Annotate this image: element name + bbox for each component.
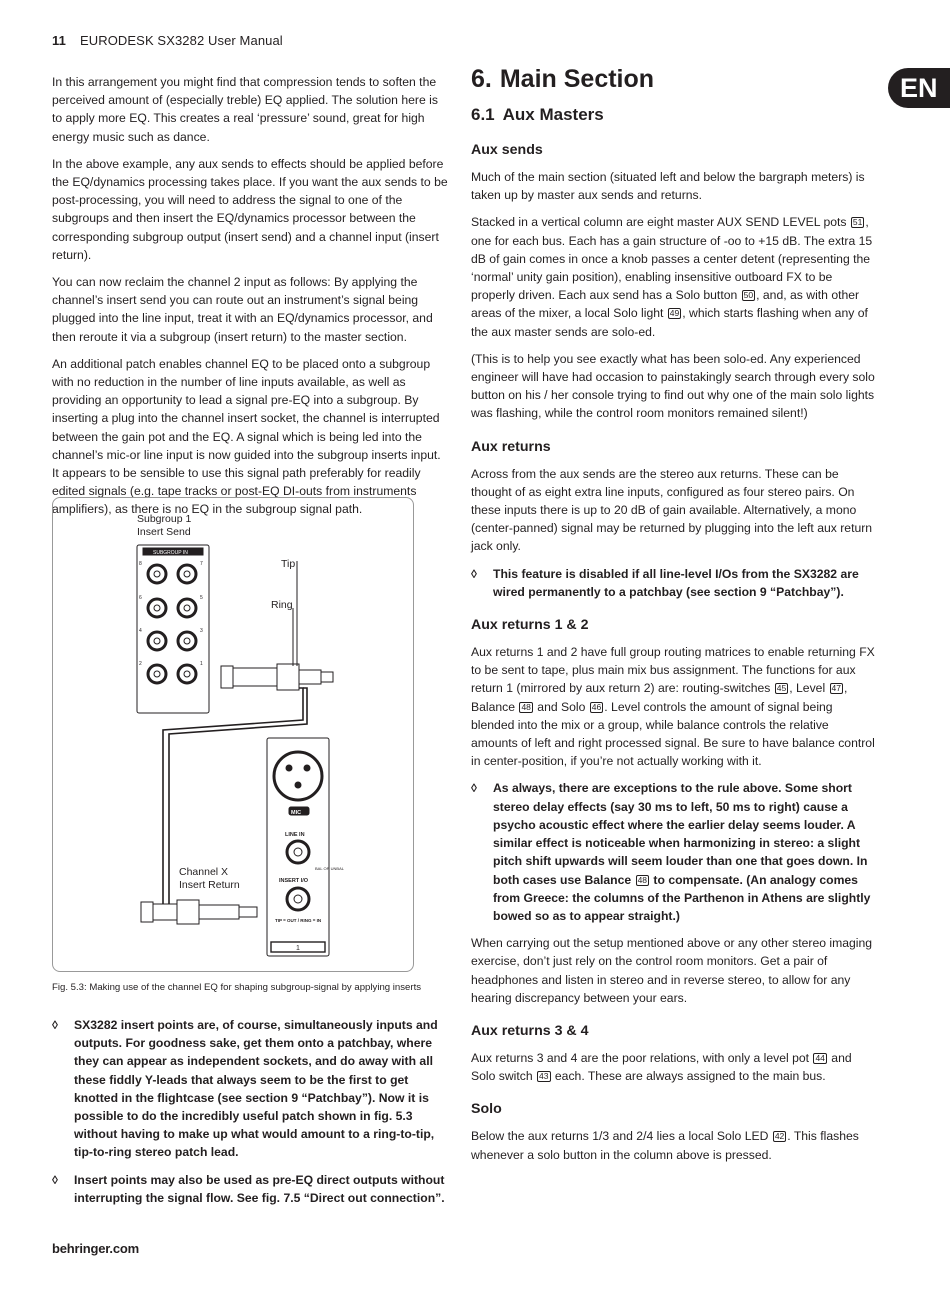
ref-badge: 47 [831, 683, 842, 694]
channel-number: 1 [296, 945, 300, 952]
heading-aux-sends: Aux sends [471, 142, 543, 158]
patch-diagram [53, 498, 414, 972]
paragraph: (This is to help you see exactly what has been solo-ed. Any experienced engineer will have had occasion to painstakingly search through every solo button on his / her console trying to find out why one of the main solo lights was flashing, while the control room monitors remained silent!) [471, 351, 875, 421]
heading-aux-returns: Aux returns [471, 438, 551, 455]
page-number: 11 [52, 33, 66, 48]
note-text: SX3282 insert points are, of course, simultaneously inputs and outputs. For goodness sake, get them onto a patchbay, where they can appear as independent sockets, and do away with all these fiddly Y-leads that always seem to be the first to get knotted in the flightcase (see section 9 “Patchbay”). Now it is possible to do the incredibly useful patch shown in fig. 5.3 without having to make up what would amount to a ring-to-tip, tip-to-ring stereo patch lead. [74, 1018, 438, 1160]
ref-badge: 51 [852, 217, 863, 228]
manual-title: EURODESK SX3282 User Manual [79, 33, 283, 48]
paragraph: Stacked in a vertical column are eight master AUX SEND LEVEL pots 51 , one for each bus. Each has a gain structure of -oo to +15 dB. The extra 15 dB of gain comes in once a knob passes a center detent (representing the ‘normal’ unity gain position), enabling insensitive outboard FX to be properly driven. Each aux send has a Solo button 50 , and, as with other areas of the mixer, a local Solo light 49 , which starts flashing when any of the aux master sends are solo-ed. [471, 215, 873, 339]
left-column [52, 73, 450, 528]
footer-brand: behringer.com [52, 1241, 139, 1256]
bal-label: BAL OR UNBAL [315, 866, 344, 871]
note [52, 1016, 452, 1162]
tip-label: Tip [281, 558, 296, 570]
page-header [52, 33, 283, 48]
ref-badge: 49 [669, 308, 680, 319]
subgroup-label-line1: Subgroup 1 [137, 513, 192, 525]
ring-label: Ring [271, 599, 293, 611]
section-number: 6. [471, 65, 492, 93]
section-title [471, 64, 875, 94]
channel-label-line2: Insert Return [179, 879, 240, 891]
channel-label [179, 866, 240, 892]
figure-caption: Fig. 5.3: Making use of the channel EQ for shaping subgroup-signal by applying inserts [52, 982, 422, 993]
jack-number: 6 [139, 595, 142, 601]
diamond-bullet-icon: ◊ [471, 781, 477, 796]
note-text: As always, there are exceptions to the rule above. Some short stereo delay effects (say 30 ms to left, 50 ms to right) cause a psycho acoustic effect where the earlier delay seems louder. A similar effect is noticeable when harmonizing in stereo: a slight pitch shift upwards will seem louder than one that goes down. In both cases use Balance 48 to compensate. (An analogy comes from Greece: the columns of the Parthenon in Athens are slightly bowed so as to appear straight.) [493, 781, 871, 923]
ref-badge: 45 [776, 683, 787, 694]
heading-solo: Solo [471, 1101, 502, 1118]
diamond-bullet-icon: ◊ [52, 1172, 58, 1187]
jack-number: 7 [200, 561, 203, 567]
panel-header-text: SUBGROUP IN [153, 550, 188, 556]
jack-socket [178, 599, 196, 617]
paragraph: Aux returns 1 and 2 have full group routing matrices to enable returning FX to be sent to tape, plus main mix bus assignment. The functions for aux return 1 (mirrored by aux return 2) are: routing-switches 45 , Level 47 , Balance 48 and Solo 46 . Level controls the amount of signal being blended into the mix or a group, while balance controls the relative amounts of left and right processed signal. Be sure to have balance control in center-position, if you’re not actually working with it. [471, 645, 875, 769]
subsection-number: 6.1 [471, 105, 495, 124]
jack-socket-center [154, 638, 160, 644]
ref-badge: 50 [743, 290, 754, 301]
note-text: This feature is disabled if all line-level I/Os from the SX3282 are wired permanently to a patchbay (see section 9 “Patchbay”). [493, 566, 859, 599]
jack-socket-center [154, 605, 160, 611]
subgroup-label-line2: Insert Send [137, 526, 191, 538]
paragraph: Across from the aux sends are the stereo aux returns. These can be thought of as eight extra line inputs, configured as four stereo pairs. On these inputs there is up to 20 dB of gain available. Alternatively, a mono (center-panned) signal may be returned by plugging into the left aux return jack only. [471, 466, 873, 554]
paragraph: In the above example, any aux sends to effects should be applied before the EQ/dynamics processing takes place. If you want the aux sends to be post-processing, you will need to address the signal to one of the subgroups and then insert the EQ/dynamics processor between the corresponding subgroup output (insert send) and a channel input (insert return). [52, 156, 448, 262]
note-text: Insert points may also be used as pre-EQ direct outputs without interrupting the signal flow. See fig. 7.5 “Direct out connection”. [74, 1172, 445, 1205]
ref-badge: 48 [637, 874, 648, 885]
insert-label: INSERT I/O [279, 878, 309, 884]
subgroup-jacks [139, 561, 203, 683]
paragraph: Aux returns 3 and 4 are the poor relations, with only a level pot 44 and Solo switch 43 each. These are always assigned to the main bus. [471, 1050, 852, 1084]
jack-socket [178, 665, 196, 683]
diamond-bullet-icon: ◊ [52, 1018, 58, 1032]
jack-socket [148, 665, 166, 683]
section-title-text: Main Section [499, 65, 655, 93]
paragraph: Much of the main section (situated left and below the bargraph meters) is taken up by master aux sends and returns. [471, 170, 865, 203]
channel-label-line1: Channel X [179, 866, 229, 878]
jack-number: 3 [200, 628, 203, 634]
subsection-title [471, 104, 875, 126]
right-column [471, 64, 875, 1173]
heading-aux-returns-3-4: Aux returns 3 & 4 [471, 1022, 589, 1039]
jack-number: 8 [139, 561, 142, 567]
ref-badge: 46 [591, 701, 602, 712]
jack-number: 2 [139, 661, 142, 667]
paragraph: You can now reclaim the channel 2 input as follows: By applying the channel’s insert send you can route out an instrument’s signal being plugged into the line input, treat it with an EQ/dynamics processor, and then reroute it via a subgroup (insert return) to the master section. [52, 275, 433, 344]
line-in-label: LINE IN [285, 832, 305, 838]
jack-socket [178, 565, 196, 583]
ref-badge: 42 [774, 1131, 785, 1142]
jack-socket-center [154, 571, 160, 577]
jack-number: 5 [200, 595, 203, 601]
jack-socket-center [184, 638, 190, 644]
left-notes [52, 1016, 452, 1216]
ref-badge: 44 [815, 1052, 825, 1063]
jack-socket [148, 632, 166, 650]
paragraph: Below the aux returns 1/3 and 2/4 lies a local Solo LED 42 . This flashes whenever a solo button in the column above is pressed. [471, 1129, 859, 1162]
jack-number: 1 [200, 661, 203, 667]
subgroup-label [137, 513, 191, 539]
heading-aux-returns-1-2: Aux returns 1 & 2 [471, 617, 589, 634]
subsection-title-text: Aux Masters [502, 105, 604, 124]
note [471, 565, 875, 601]
ref-badge: 48 [521, 701, 531, 712]
paragraph: In this arrangement you might find that compression tends to soften the perceived amount of (especially treble) EQ applied. The solution here is to apply more EQ. This creates a real ‘pressure’ sound, great for high energy music such as dance. [52, 75, 438, 144]
mic-label: MIC [291, 810, 302, 816]
language-badge: EN [888, 68, 950, 108]
note [52, 1171, 452, 1207]
diamond-bullet-icon: ◊ [471, 566, 477, 581]
ref-badge: 43 [539, 1071, 549, 1082]
jack-socket [148, 599, 166, 617]
paragraph: An additional patch enables channel EQ to be placed onto a subgroup with no reduction in the number of line inputs available, as well as providing an opportunity to lead a signal pre-EQ into a subgroup. By inserting a plug into the channel insert socket, the channel is interrupted between the gain pot and the EQ. A signal which is being led into the channel’s mic-or line input is now guided into the subgroup inserts input. It appears to be sensible to use this signal path preferably for readily edited signals (e.g. tape tracks or post-EQ DI-outs from instruments amplifiers), as there is no EQ in the subgroup signal path. [52, 356, 441, 517]
jack-socket [178, 632, 196, 650]
jack-number: 4 [139, 628, 142, 634]
jack-socket-center [184, 605, 190, 611]
figure-5-3 [52, 497, 414, 972]
jack-row-text: TIP = OUT / RING = IN [275, 918, 322, 923]
note [471, 779, 875, 925]
jack-socket-center [154, 671, 160, 677]
channel-strip [267, 738, 329, 956]
jack-socket [148, 565, 166, 583]
paragraph: When carrying out the setup mentioned above or any other stereo imaging exercise, don’t just rely on the control room monitors. Get a pair of headphones and listen in stereo and in reverse stereo, to allow for any hearing discrepancy between your ears. [471, 936, 873, 1005]
jack-socket-center [184, 671, 190, 677]
insert-plug [141, 900, 257, 924]
tip-ring-plug [221, 561, 333, 690]
jack-socket-center [184, 571, 190, 577]
